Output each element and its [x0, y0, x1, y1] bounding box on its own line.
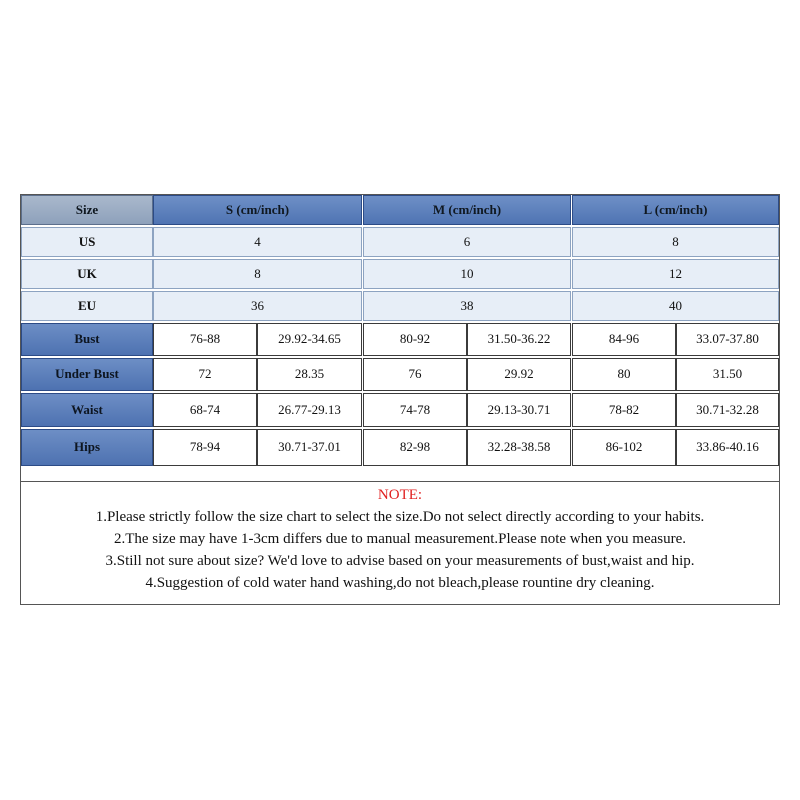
under-bust-l-inch: 31.50	[676, 358, 779, 391]
bust-l-cm: 84-96	[572, 323, 676, 356]
under-bust-s-inch: 28.35	[257, 358, 362, 391]
notes-section	[21, 481, 779, 605]
hips-m-inch: 32.28-38.58	[467, 429, 571, 466]
under-bust-m-cm: 76	[363, 358, 467, 391]
header-col-s: S (cm/inch)	[153, 195, 362, 225]
row-label-hips: Hips	[21, 429, 153, 466]
hips-m-cm: 82-98	[363, 429, 467, 466]
under-bust-l-cm: 80	[572, 358, 676, 391]
eu-l-value: 40	[572, 291, 779, 321]
size-chart	[20, 194, 780, 605]
row-label-uk: UK	[21, 259, 153, 289]
bust-m-inch: 31.50-36.22	[467, 323, 571, 356]
hips-l-inch: 33.86-40.16	[676, 429, 779, 466]
us-s-value: 4	[153, 227, 362, 257]
bust-m-cm: 80-92	[363, 323, 467, 356]
hips-s-cm: 78-94	[153, 429, 257, 466]
uk-s-value: 8	[153, 259, 362, 289]
eu-s-value: 36	[153, 291, 362, 321]
hips-s-inch: 30.71-37.01	[257, 429, 362, 466]
hips-l-cm: 86-102	[572, 429, 676, 466]
row-label-eu: EU	[21, 291, 153, 321]
waist-l-inch: 30.71-32.28	[676, 393, 779, 427]
row-label-waist: Waist	[21, 393, 153, 427]
under-bust-s-cm: 72	[153, 358, 257, 391]
waist-m-inch: 29.13-30.71	[467, 393, 571, 427]
bust-s-cm: 76-88	[153, 323, 257, 356]
under-bust-m-inch: 29.92	[467, 358, 571, 391]
waist-s-inch: 26.77-29.13	[257, 393, 362, 427]
note-line-2: 2.The size may have 1-3cm differs due to manual measurement.Please note when you measure.	[113, 531, 687, 547]
bust-l-inch: 33.07-37.80	[676, 323, 779, 356]
us-l-value: 8	[572, 227, 779, 257]
row-label-us: US	[21, 227, 153, 257]
waist-l-cm: 78-82	[572, 393, 676, 427]
uk-l-value: 12	[572, 259, 779, 289]
waist-s-cm: 68-74	[153, 393, 257, 427]
note-line-3: 3.Still not sure about size? We'd love to advise based on your measurements of bust,waist and hip.	[105, 553, 695, 569]
us-m-value: 6	[363, 227, 571, 257]
uk-m-value: 10	[363, 259, 571, 289]
header-size-label: Size	[21, 195, 153, 225]
note-line-4: 4.Suggestion of cold water hand washing,do not bleach,please rountine dry cleaning.	[145, 575, 655, 591]
waist-m-cm: 74-78	[363, 393, 467, 427]
notes-title: NOTE:	[377, 487, 423, 503]
row-label-under-bust: Under Bust	[21, 358, 153, 391]
header-col-m: M (cm/inch)	[363, 195, 571, 225]
note-line-1: 1.Please strictly follow the size chart to select the size.Do not select directly according to your habits.	[95, 509, 705, 525]
eu-m-value: 38	[363, 291, 571, 321]
header-col-l: L (cm/inch)	[572, 195, 779, 225]
bust-s-inch: 29.92-34.65	[257, 323, 362, 356]
row-label-bust: Bust	[21, 323, 153, 356]
